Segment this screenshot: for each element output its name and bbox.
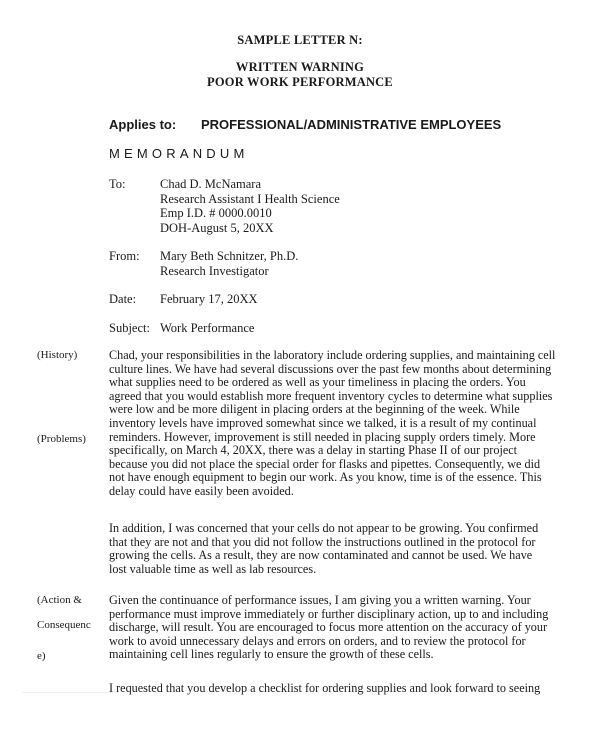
paragraph-line: because you did not place the special order for flasks and pipettes. Consequently, we did: [109, 456, 541, 471]
margin-note-consequence-end: e): [37, 650, 46, 662]
paragraph-line: delay could have easily been avoided.: [109, 483, 294, 498]
paragraph-line: agreed that you would establish more frequent inventory cycles to determine what supplies: [109, 388, 553, 403]
sample-label: SAMPLE LETTER N:: [237, 33, 363, 47]
paragraph-line: not have enough equipment to begin our work. As you know, time is of the essence. This: [109, 470, 542, 485]
to-label: To:: [109, 177, 126, 191]
subject-label: Subject:: [109, 321, 150, 335]
margin-note-consequence: Consequenc: [37, 619, 91, 631]
date-value: February 17, 20XX: [160, 292, 258, 306]
title-line-2: POOR WORK PERFORMANCE: [207, 75, 393, 89]
to-line: DOH-August 5, 20XX: [160, 220, 274, 235]
paragraph-line: what supplies need to be ordered as well as your timeliness in placing the orders. You: [109, 375, 526, 390]
faint-watermark-line: [22, 684, 112, 693]
paragraph-line: Given the continuance of performance issues, I am giving you a written warning. Your: [109, 593, 531, 607]
paragraph-line: that they are not and that you did not follow the instructions outlined in the protocol for: [109, 534, 536, 549]
applies-to-value: PROFESSIONAL/ADMINISTRATIVE EMPLOYEES: [201, 117, 502, 132]
paragraph-line: inventory levels have improved somewhat since we talked, it is a result of my continual: [109, 415, 537, 430]
to-line: Chad D. McNamara: [160, 177, 262, 191]
applies-to-label: Applies to:: [109, 117, 177, 132]
to-line: Research Assistant I Health Science: [160, 191, 340, 206]
paragraph-action: [109, 594, 569, 662]
date-label: Date:: [109, 292, 137, 306]
paragraph-line: performance must improve immediately or further disciplinary action, up to and including: [109, 606, 549, 621]
paragraph-line: were low and be more diligent in placing orders at the beginning of the week. While: [109, 402, 520, 417]
paragraph-line: work to avoid unnecessary delays and errors on orders, and to review the protocol for: [109, 633, 526, 648]
paragraph-line: lost valuable time as well as lab resources.: [109, 561, 317, 576]
memorandum-heading: MEMORANDUM: [109, 146, 249, 161]
paragraph-request: [109, 682, 569, 696]
from-sender: [160, 249, 298, 278]
from-label: From:: [109, 249, 140, 263]
paragraph-line: discharge, will result. You are encouraged to focus more attention on the accuracy of your: [109, 620, 548, 635]
paragraph-line: In addition, I was concerned that your cells do not appear to be growing. You confirmed: [109, 521, 539, 535]
paragraph-history: [109, 349, 569, 499]
from-line: Research Investigator: [160, 263, 269, 278]
from-line: Mary Beth Schnitzer, Ph.D.: [160, 249, 299, 263]
paragraph-line: maintaining cell lines regularly to ensure the growth of these cells.: [109, 647, 434, 662]
paragraph-line: specifically, on March 4, 20XX, there was a delay in starting Phase II of our project: [109, 443, 518, 458]
margin-note-problems: (Problems): [37, 433, 86, 445]
paragraph-line: reminders. However, improvement is still needed in placing supply orders timely. More: [109, 429, 536, 444]
to-recipient: [160, 177, 340, 235]
paragraph-line: culture lines. We have had several discussions over the past few months about determining: [109, 361, 552, 376]
margin-note-action: (Action &: [37, 594, 82, 606]
margin-note-history: (History): [37, 349, 78, 361]
to-line: Emp I.D. # 0000.0010: [160, 206, 272, 220]
paragraph-additional: [109, 522, 569, 576]
paragraph-line: growing the cells. As a result, they are now contaminated and cannot be used. We have: [109, 548, 533, 563]
paragraph-line: I requested that you develop a checklist for ordering supplies and look forward to seeing: [109, 681, 541, 695]
title-line-1: WRITTEN WARNING: [235, 60, 365, 74]
subject-value: Work Performance: [160, 321, 255, 335]
paragraph-line: Chad, your responsibilities in the laboratory include ordering supplies, and maintaining cell: [109, 348, 556, 362]
